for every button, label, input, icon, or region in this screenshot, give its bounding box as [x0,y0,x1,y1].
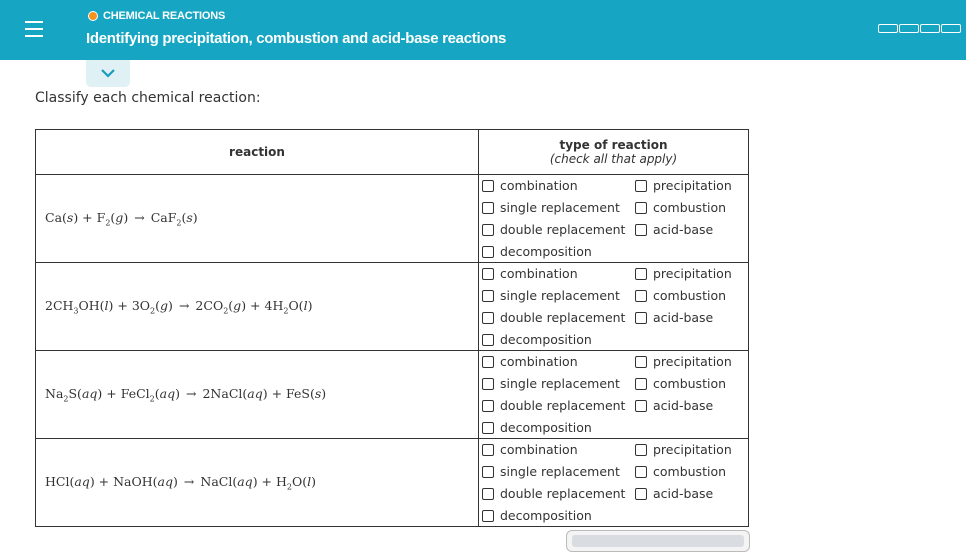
checkbox[interactable] [482,378,494,390]
type-header-title: type of reaction [559,138,668,152]
checkbox[interactable] [635,466,647,478]
decomposition-option[interactable]: decomposition [482,244,592,259]
checkbox[interactable] [482,400,494,412]
acid-base-option[interactable]: acid-base [635,486,713,501]
checkbox[interactable] [635,444,647,456]
decomposition-option[interactable]: decomposition [482,420,592,435]
header-bar [0,0,966,60]
table-row [36,351,749,439]
combination-option[interactable]: combination [482,354,578,369]
checkbox[interactable] [635,290,647,302]
single-replacement-option[interactable]: single replacement [482,288,620,303]
checkbox[interactable] [635,180,647,192]
single-replacement-option[interactable]: single replacement [482,376,620,391]
combustion-option[interactable]: combustion [635,288,726,303]
checkbox[interactable] [482,422,494,434]
checkbox[interactable] [482,202,494,214]
checkbox[interactable] [482,466,494,478]
expand-toggle-button[interactable] [86,60,130,87]
answer-toolbar[interactable] [566,530,750,552]
checkbox[interactable] [635,400,647,412]
single-replacement-option[interactable]: single replacement [482,200,620,215]
topic-status-dot [88,11,98,21]
reaction-column-header: reaction [36,130,479,175]
checkbox[interactable] [482,356,494,368]
combustion-option[interactable]: combustion [635,376,726,391]
checkbox[interactable] [635,378,647,390]
double-replacement-option[interactable]: double replacement [482,398,625,413]
checkbox[interactable] [482,510,494,522]
precipitation-option[interactable]: precipitation [635,354,732,369]
topic-label [88,10,225,22]
checkbox[interactable] [482,180,494,192]
single-replacement-option[interactable]: single replacement [482,464,620,479]
topic-text: CHEMICAL REACTIONS [103,10,226,22]
chevron-down-icon [101,69,115,78]
acid-base-option[interactable]: acid-base [635,310,713,325]
precipitation-option[interactable]: precipitation [635,178,732,193]
reaction-type-options [479,351,749,439]
checkbox[interactable] [482,488,494,500]
acid-base-option[interactable]: acid-base [635,398,713,413]
combination-option[interactable]: combination [482,442,578,457]
checkbox[interactable] [635,268,647,280]
double-replacement-option[interactable]: double replacement [482,486,625,501]
checkbox[interactable] [635,356,647,368]
reaction-type-options [479,439,749,527]
precipitation-option[interactable]: precipitation [635,266,732,281]
type-header-subtitle: (check all that apply) [549,152,678,166]
checkbox[interactable] [482,444,494,456]
table-row [36,263,749,351]
checkbox[interactable] [482,268,494,280]
combination-option[interactable]: combination [482,178,578,193]
double-replacement-option[interactable]: double replacement [482,310,625,325]
acid-base-option[interactable]: acid-base [635,222,713,237]
reaction-table [35,129,749,527]
page-title: Identifying precipitation, combustion and acid-base reactions [86,30,507,47]
progress-indicator [878,24,966,36]
decomposition-option[interactable]: decomposition [482,508,592,523]
combination-option[interactable]: combination [482,266,578,281]
menu-icon[interactable] [25,21,43,39]
checkbox[interactable] [482,334,494,346]
combustion-option[interactable]: combustion [635,200,726,215]
checkbox[interactable] [635,202,647,214]
combustion-option[interactable]: combustion [635,464,726,479]
checkbox[interactable] [482,290,494,302]
reaction-type-options [479,263,749,351]
reaction-equation: $2CH_3OH(l) + 3O_2(g) \to 2CO_2(g) + 4H_2O(l)$ [36,263,479,351]
table-row [36,175,749,263]
checkbox[interactable] [635,312,647,324]
table-row [36,439,749,527]
checkbox[interactable] [482,312,494,324]
checkbox[interactable] [635,488,647,500]
precipitation-option[interactable]: precipitation [635,442,732,457]
reaction-equation: HCl(aq) + NaOH(aq) → NaCl(aq) + $H_2O(l)$ [36,439,479,527]
checkbox[interactable] [482,224,494,236]
decomposition-option[interactable]: decomposition [482,332,592,347]
reaction-equation: $Na_2S(aq)$ + FeCl$_2$(aq) → 2NaCl(aq) + FeS(s) [36,351,479,439]
reaction-equation: $Ca(s) + F_2(g) \to CaF_2(s)$ [36,175,479,263]
question-prompt: Classify each chemical reaction: [35,90,261,106]
checkbox[interactable] [482,246,494,258]
reaction-type-options [479,175,749,263]
type-column-header [479,130,749,175]
checkbox[interactable] [635,224,647,236]
double-replacement-option[interactable]: double replacement [482,222,625,237]
